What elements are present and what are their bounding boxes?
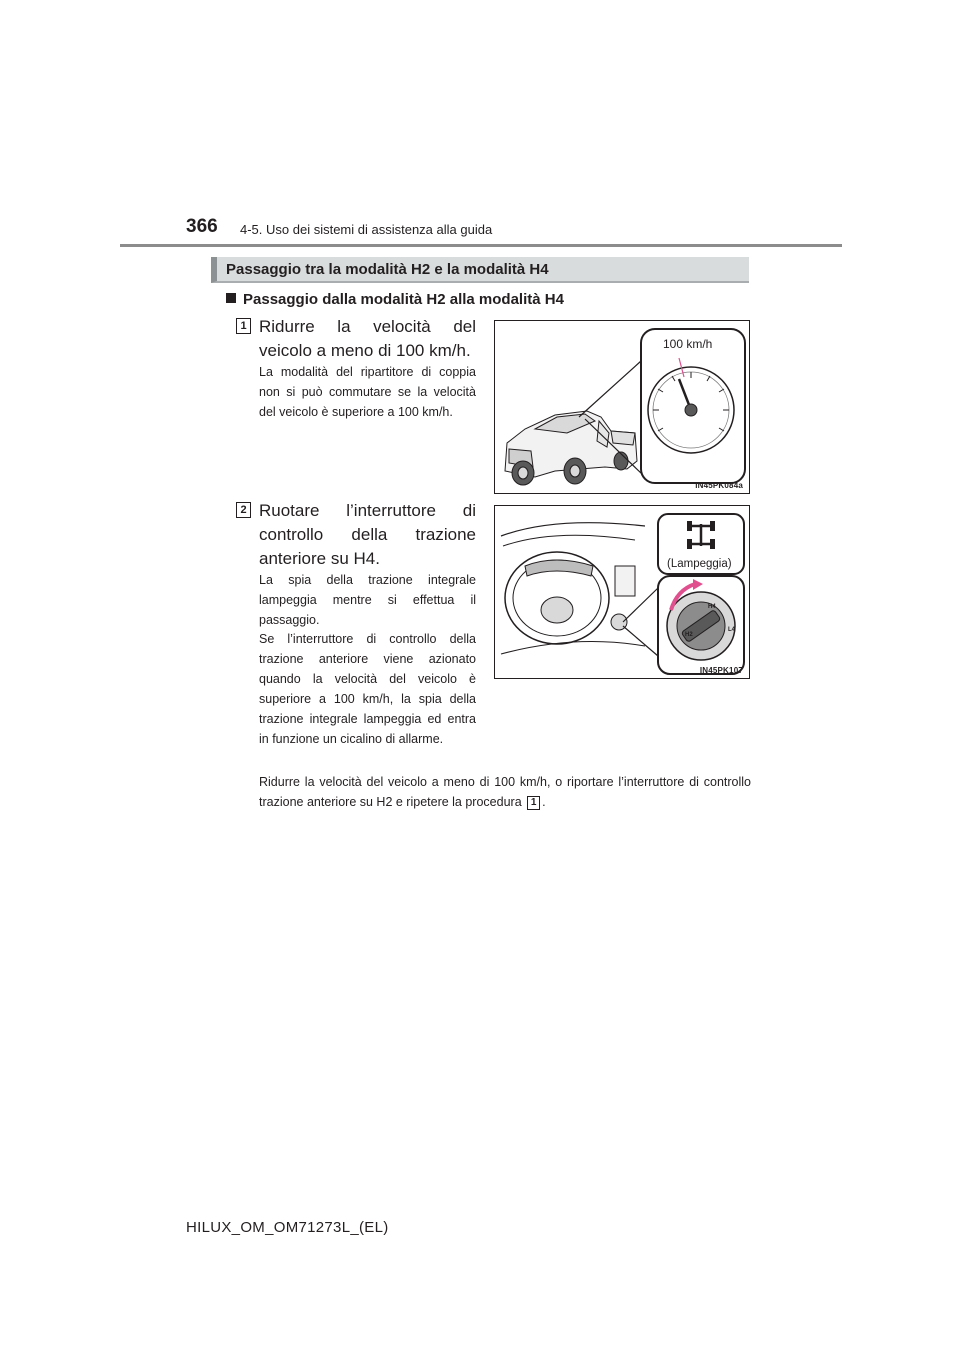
step-number-2: 2 bbox=[236, 502, 251, 518]
page-number: 366 bbox=[186, 216, 218, 237]
figure-code: IN45PK084a bbox=[695, 481, 743, 490]
switch-label-h4: H4 bbox=[708, 604, 716, 610]
step-1-instruction: Ridurre la velocità del veicolo a meno di 100 km/h. bbox=[259, 317, 476, 360]
section-heading-bar bbox=[211, 257, 749, 283]
header-rule bbox=[120, 244, 842, 247]
step-2-instruction: Ruotare l’interruttore di controllo della trazione anteriore su H4. bbox=[259, 501, 476, 568]
footer-doc-code: HILUX_OM_OM71273L_(EL) bbox=[186, 1219, 389, 1236]
subsection-title: Passaggio dalla modalità H2 alla modalità H4 bbox=[243, 291, 564, 308]
closing-paragraph bbox=[259, 772, 751, 812]
closing-text-end: . bbox=[542, 795, 546, 809]
section-title: Passaggio tra la modalità H2 e la modalità H4 bbox=[226, 261, 549, 278]
switch-label-l4: L4 bbox=[728, 627, 736, 633]
indicator-flashing-label: (Lampeggia) bbox=[667, 558, 732, 570]
step-reference-1: 1 bbox=[527, 796, 540, 810]
subsection-heading bbox=[226, 291, 564, 308]
chapter-title: 4-5. Uso dei sistemi di assistenza alla guida bbox=[240, 222, 493, 237]
step-2-note: La spia della trazione integrale lampeggia mentre si effettua il passaggio. bbox=[259, 573, 476, 627]
square-bullet-icon bbox=[226, 293, 236, 303]
switch-label-h2: H2 bbox=[685, 632, 693, 638]
figure-4wd-switch bbox=[494, 505, 750, 679]
figure-code: IN45PK107 bbox=[699, 666, 743, 675]
speed-callout-label: 100 km/h bbox=[663, 337, 713, 351]
closing-text: Ridurre la velocità del veicolo a meno di 100 km/h, o riportare l’interruttore di controllo trazione anteriore su H2 e ripetere la procedura bbox=[259, 775, 751, 809]
dashboard-switch-illustration bbox=[495, 506, 749, 678]
step-2-note: Se l’interruttore di controllo della trazione anteriore viene azionato quando la velocità del veicolo è superiore a 100 km/h, la spia della trazione integrale lampeggia ed entra in funzione un cicalino di allarme. bbox=[259, 632, 476, 746]
step-1-note: La modalità del ripartitore di coppia non si può commutare se la velocità del veicolo è superiore a 100 km/h. bbox=[259, 365, 476, 419]
figure-speedometer bbox=[494, 320, 750, 494]
step-number-1: 1 bbox=[236, 318, 251, 334]
